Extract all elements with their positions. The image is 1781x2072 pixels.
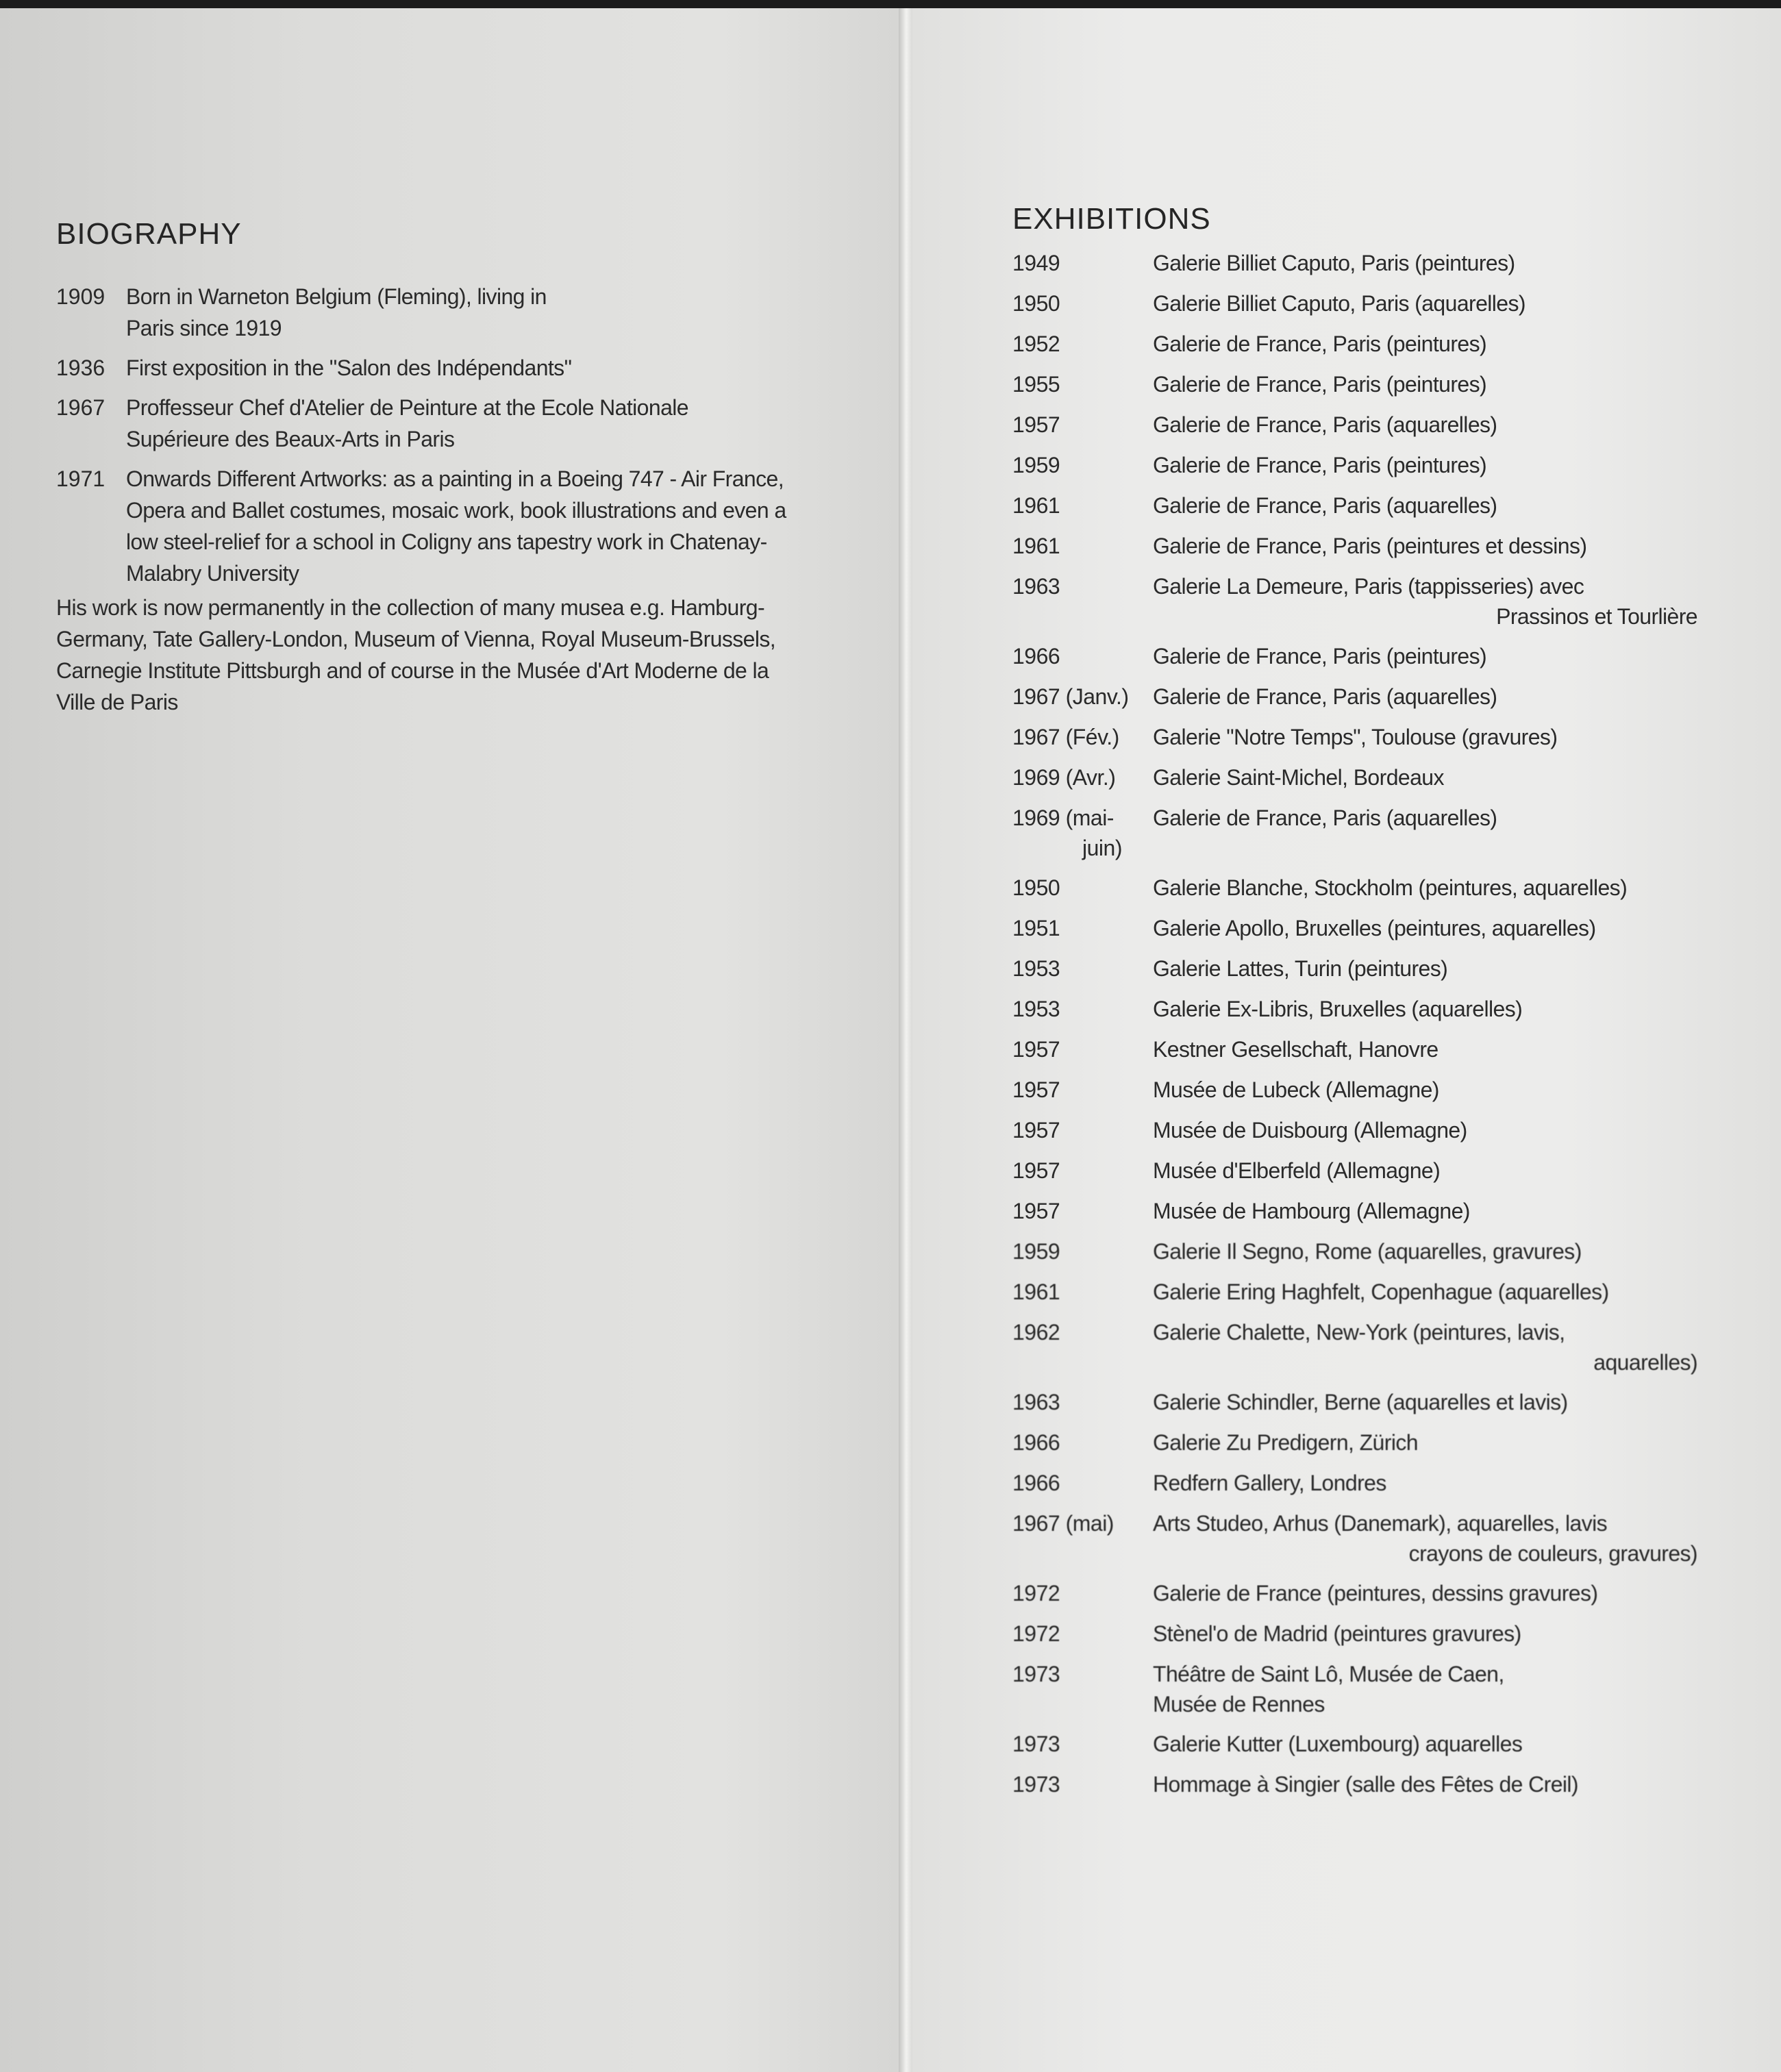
exhibition-row (1012, 722, 1725, 762)
exhibition-year-text: 1962 (1012, 1320, 1060, 1345)
exhibition-year (1012, 1387, 1153, 1427)
left-page (0, 8, 899, 2072)
exhibition-venue (1153, 248, 1725, 288)
exhibition-row (1012, 490, 1725, 531)
exhibition-venue-text: Galerie de France (peintures, dessins gravures) (1153, 1581, 1598, 1606)
top-edge (0, 0, 1781, 8)
biography-text: Born in Warneton Belgium (Fleming), living in Paris since 1919 (126, 284, 547, 340)
biography-collections-paragraph: His work is now permanently in the collection of many musea e.g. Hamburg-Germany, Tate Gallery-London, Museum of Vienna, Royal Museum-Brussels, Carnegie Institute Pittsburgh and of course in the Musée d'Art Moderne de la Ville de Paris (56, 595, 776, 714)
exhibition-row (1012, 288, 1725, 329)
exhibition-year (1012, 531, 1153, 571)
exhibition-year-text: 1949 (1012, 251, 1060, 275)
exhibition-venue (1153, 1034, 1725, 1075)
exhibition-row (1012, 329, 1725, 369)
exhibition-venue (1153, 641, 1725, 682)
exhibition-row (1012, 1578, 1725, 1619)
exhibition-year-text: 1966 (1012, 1430, 1060, 1455)
exhibition-row (1012, 1729, 1725, 1769)
exhibition-row (1012, 1427, 1725, 1468)
exhibition-year-text: 1967 (Fév.) (1012, 725, 1119, 749)
exhibition-year-text: 1957 (1012, 1158, 1060, 1183)
biography-entry (56, 463, 796, 589)
exhibition-venue-text: Hommage à Singier (salle des Fêtes de Creil) (1153, 1772, 1578, 1797)
exhibition-row (1012, 1317, 1725, 1387)
exhibition-venue-text: Kestner Gesellschaft, Hanovre (1153, 1037, 1438, 1062)
exhibition-venue-text: Arts Studeo, Arhus (Danemark), aquarelles, lavis (1153, 1511, 1608, 1536)
exhibition-venue-continuation: aquarelles) (1593, 1350, 1697, 1375)
biography-entry (56, 392, 796, 455)
exhibition-venue-text: Galerie Saint-Michel, Bordeaux (1153, 765, 1444, 790)
exhibition-year (1012, 1619, 1153, 1659)
biography-text: First exposition in the "Salon des Indépendants" (126, 355, 572, 380)
exhibition-row (1012, 1468, 1725, 1508)
exhibition-venue-text: Galerie de France, Paris (peintures) (1153, 372, 1487, 397)
exhibition-year-text: 1959 (1012, 453, 1060, 477)
exhibition-venue-text: Galerie de France, Paris (aquarelles) (1153, 412, 1497, 437)
exhibition-row (1012, 641, 1725, 682)
exhibition-venue-text: Galerie Zu Predigern, Zürich (1153, 1430, 1418, 1455)
exhibition-year-text: 1959 (1012, 1239, 1060, 1264)
exhibition-venue (1153, 450, 1725, 490)
exhibition-year (1012, 1075, 1153, 1115)
exhibition-year (1012, 288, 1153, 329)
exhibition-venue (1153, 953, 1725, 994)
exhibition-year (1012, 248, 1153, 288)
exhibition-year-text: 1953 (1012, 956, 1060, 981)
exhibition-year-text: 1969 (Avr.) (1012, 765, 1116, 790)
exhibition-row (1012, 762, 1725, 803)
exhibition-venue (1153, 1277, 1725, 1317)
exhibition-venue (1153, 803, 1725, 873)
exhibition-row (1012, 1156, 1725, 1196)
biography-year: 1967 (56, 395, 105, 420)
exhibitions-list (1012, 248, 1725, 1810)
exhibition-year-text: 1967 (Janv.) (1012, 684, 1129, 709)
exhibition-venue-text: Galerie de France, Paris (peintures) (1153, 453, 1487, 477)
exhibition-year (1012, 1236, 1153, 1277)
exhibition-venue (1153, 1468, 1725, 1508)
exhibition-venue (1153, 1115, 1725, 1156)
exhibition-venue-continuation: Prassinos et Tourlière (1496, 604, 1697, 629)
exhibition-venue (1153, 1508, 1725, 1578)
exhibition-row (1012, 913, 1725, 953)
exhibition-venue-text: Galerie Billiet Caputo, Paris (aquarelles) (1153, 291, 1525, 316)
exhibition-year (1012, 1115, 1153, 1156)
exhibition-venue (1153, 682, 1725, 722)
exhibition-year-text: 1961 (1012, 534, 1060, 558)
biography-year: 1971 (56, 466, 105, 491)
exhibition-year-text: 1950 (1012, 291, 1060, 316)
exhibition-venue-text: Stènel'o de Madrid (peintures gravures) (1153, 1621, 1521, 1646)
exhibition-venue-text: Galerie Schindler, Berne (aquarelles et lavis) (1153, 1390, 1568, 1414)
exhibition-venue-text: Galerie de France, Paris (aquarelles) (1153, 493, 1497, 518)
exhibition-row (1012, 369, 1725, 410)
exhibition-year (1012, 722, 1153, 762)
exhibition-venue-continuation: crayons de couleurs, gravures) (1408, 1541, 1697, 1566)
exhibition-row (1012, 450, 1725, 490)
exhibition-venue (1153, 1619, 1725, 1659)
exhibition-row (1012, 531, 1725, 571)
exhibition-year (1012, 329, 1153, 369)
exhibition-row (1012, 248, 1725, 288)
exhibition-venue-text: Galerie de France, Paris (peintures) (1153, 332, 1487, 356)
exhibition-year (1012, 682, 1153, 722)
exhibition-year (1012, 1034, 1153, 1075)
exhibition-venue-text: Galerie Ex-Libris, Bruxelles (aquarelles) (1153, 997, 1523, 1021)
exhibition-venue (1153, 1427, 1725, 1468)
exhibition-venue (1153, 913, 1725, 953)
exhibition-venue (1153, 1729, 1725, 1769)
exhibition-year-continuation: juin) (1082, 836, 1122, 860)
exhibitions-heading: EXHIBITIONS (1012, 202, 1211, 236)
biography-list (56, 281, 796, 597)
exhibition-venue-text: Musée de Hambourg (Allemagne) (1153, 1199, 1470, 1223)
exhibition-venue-text: Galerie de France, Paris (peintures) (1153, 644, 1487, 669)
exhibition-year-text: 1953 (1012, 997, 1060, 1021)
exhibition-row (1012, 1769, 1725, 1810)
exhibition-venue-text: Galerie Chalette, New-York (peintures, lavis, (1153, 1320, 1565, 1345)
exhibition-venue (1153, 1387, 1725, 1427)
exhibition-year (1012, 762, 1153, 803)
exhibition-venue (1153, 490, 1725, 531)
exhibition-row (1012, 682, 1725, 722)
exhibition-year (1012, 1156, 1153, 1196)
exhibition-venue-continuation: Musée de Rennes (1153, 1692, 1325, 1717)
biography-heading: BIOGRAPHY (56, 217, 242, 251)
exhibition-year (1012, 490, 1153, 531)
exhibition-venue (1153, 329, 1725, 369)
exhibition-year (1012, 410, 1153, 450)
exhibition-year (1012, 1729, 1153, 1769)
exhibition-year-text: 1967 (mai) (1012, 1511, 1114, 1536)
exhibition-row (1012, 1659, 1725, 1729)
exhibition-row (1012, 994, 1725, 1034)
exhibition-venue (1153, 762, 1725, 803)
exhibition-year-text: 1966 (1012, 1471, 1060, 1495)
exhibition-venue-text: Musée d'Elberfeld (Allemagne) (1153, 1158, 1441, 1183)
exhibition-year (1012, 873, 1153, 913)
exhibition-venue (1153, 1236, 1725, 1277)
exhibition-row (1012, 1508, 1725, 1578)
exhibition-row (1012, 1277, 1725, 1317)
exhibition-year (1012, 1317, 1153, 1387)
exhibition-venue (1153, 369, 1725, 410)
exhibition-year (1012, 1769, 1153, 1810)
exhibition-year (1012, 913, 1153, 953)
exhibition-year (1012, 1196, 1153, 1236)
exhibition-row (1012, 803, 1725, 873)
exhibition-year-text: 1955 (1012, 372, 1060, 397)
exhibition-venue-text: Galerie Billiet Caputo, Paris (peintures) (1153, 251, 1515, 275)
exhibition-row (1012, 1236, 1725, 1277)
exhibition-year (1012, 994, 1153, 1034)
exhibition-venue (1153, 288, 1725, 329)
exhibition-venue-text: Galerie Kutter (Luxembourg) aquarelles (1153, 1732, 1523, 1756)
biography-text: Proffesseur Chef d'Atelier de Peinture at the Ecole Nationale Supérieure des Beaux-Arts in Paris (126, 395, 688, 451)
exhibition-year (1012, 1277, 1153, 1317)
exhibition-year-text: 1957 (1012, 1199, 1060, 1223)
exhibition-year-text: 1973 (1012, 1772, 1060, 1797)
exhibition-year (1012, 641, 1153, 682)
exhibition-year (1012, 953, 1153, 994)
exhibition-year-text: 1972 (1012, 1581, 1060, 1606)
exhibition-venue-text: Galerie Apollo, Bruxelles (peintures, aquarelles) (1153, 916, 1596, 940)
exhibition-row (1012, 1196, 1725, 1236)
exhibition-row (1012, 873, 1725, 913)
exhibition-venue (1153, 571, 1725, 641)
exhibition-venue-text: Galerie Ering Haghfelt, Copenhague (aquarelles) (1153, 1280, 1609, 1304)
exhibition-year (1012, 450, 1153, 490)
exhibition-year (1012, 571, 1153, 641)
exhibition-venue-text: Galerie de France, Paris (peintures et dessins) (1153, 534, 1587, 558)
exhibition-venue-text: Musée de Lubeck (Allemagne) (1153, 1077, 1439, 1102)
exhibition-year-text: 1957 (1012, 1077, 1060, 1102)
exhibition-venue (1153, 410, 1725, 450)
exhibition-venue-text: Galerie de France, Paris (aquarelles) (1153, 806, 1497, 830)
biography-entry (56, 352, 796, 384)
exhibition-year-text: 1957 (1012, 412, 1060, 437)
exhibition-year-text: 1961 (1012, 1280, 1060, 1304)
exhibition-year (1012, 1468, 1153, 1508)
exhibition-row (1012, 1387, 1725, 1427)
exhibition-venue-text: Galerie La Demeure, Paris (tappisseries) avec (1153, 574, 1584, 599)
exhibition-row (1012, 1115, 1725, 1156)
exhibition-venue (1153, 531, 1725, 571)
exhibition-venue (1153, 722, 1725, 762)
exhibition-year-text: 1952 (1012, 332, 1060, 356)
exhibition-venue-text: Galerie Lattes, Turin (peintures) (1153, 956, 1448, 981)
exhibition-row (1012, 1619, 1725, 1659)
exhibition-row (1012, 571, 1725, 641)
exhibition-year-text: 1963 (1012, 574, 1060, 599)
exhibition-venue (1153, 994, 1725, 1034)
exhibition-year (1012, 1427, 1153, 1468)
exhibition-year-text: 1951 (1012, 916, 1060, 940)
exhibition-venue (1153, 1156, 1725, 1196)
biography-text: Onwards Different Artworks: as a painting in a Boeing 747 - Air France, Opera and Ballet costumes, mosaic work, book illustrations and even a low steel-relief for a school in Coligny ans tapestry work in Chatenay-Malabry University (126, 466, 786, 586)
exhibition-venue (1153, 873, 1725, 913)
exhibition-venue (1153, 1075, 1725, 1115)
exhibition-venue-text: Galerie "Notre Temps", Toulouse (gravures) (1153, 725, 1558, 749)
exhibition-row (1012, 1075, 1725, 1115)
exhibition-year-text: 1973 (1012, 1662, 1060, 1686)
exhibition-year (1012, 1659, 1153, 1729)
exhibition-year-text: 1963 (1012, 1390, 1060, 1414)
exhibition-year-text: 1961 (1012, 493, 1060, 518)
biography-year: 1936 (56, 355, 105, 380)
exhibition-year (1012, 1578, 1153, 1619)
exhibition-venue-text: Théâtre de Saint Lô, Musée de Caen, (1153, 1662, 1504, 1686)
exhibition-year-text: 1966 (1012, 644, 1060, 669)
exhibition-year (1012, 803, 1153, 873)
biography-year: 1909 (56, 284, 105, 309)
exhibition-venue (1153, 1769, 1725, 1810)
exhibition-year (1012, 1508, 1153, 1578)
exhibition-venue-text: Musée de Duisbourg (Allemagne) (1153, 1118, 1467, 1143)
biography-entry (56, 281, 796, 344)
exhibition-venue (1153, 1196, 1725, 1236)
exhibition-row (1012, 1034, 1725, 1075)
exhibition-row (1012, 410, 1725, 450)
exhibition-year-text: 1957 (1012, 1118, 1060, 1143)
exhibition-venue-text: Galerie de France, Paris (aquarelles) (1153, 684, 1497, 709)
exhibition-venue (1153, 1317, 1725, 1387)
exhibition-venue-text: Galerie Blanche, Stockholm (peintures, aquarelles) (1153, 875, 1628, 900)
exhibition-venue-text: Galerie Il Segno, Rome (aquarelles, gravures) (1153, 1239, 1582, 1264)
exhibition-year-text: 1973 (1012, 1732, 1060, 1756)
exhibition-year-text: 1972 (1012, 1621, 1060, 1646)
exhibition-year-text: 1957 (1012, 1037, 1060, 1062)
exhibition-venue (1153, 1578, 1725, 1619)
exhibition-venue-text: Redfern Gallery, Londres (1153, 1471, 1386, 1495)
exhibition-year (1012, 369, 1153, 410)
exhibition-row (1012, 953, 1725, 994)
book-gutter (899, 8, 912, 2072)
exhibition-year-text: 1950 (1012, 875, 1060, 900)
exhibition-year-text: 1969 (mai- (1012, 806, 1114, 830)
exhibition-venue (1153, 1659, 1725, 1729)
